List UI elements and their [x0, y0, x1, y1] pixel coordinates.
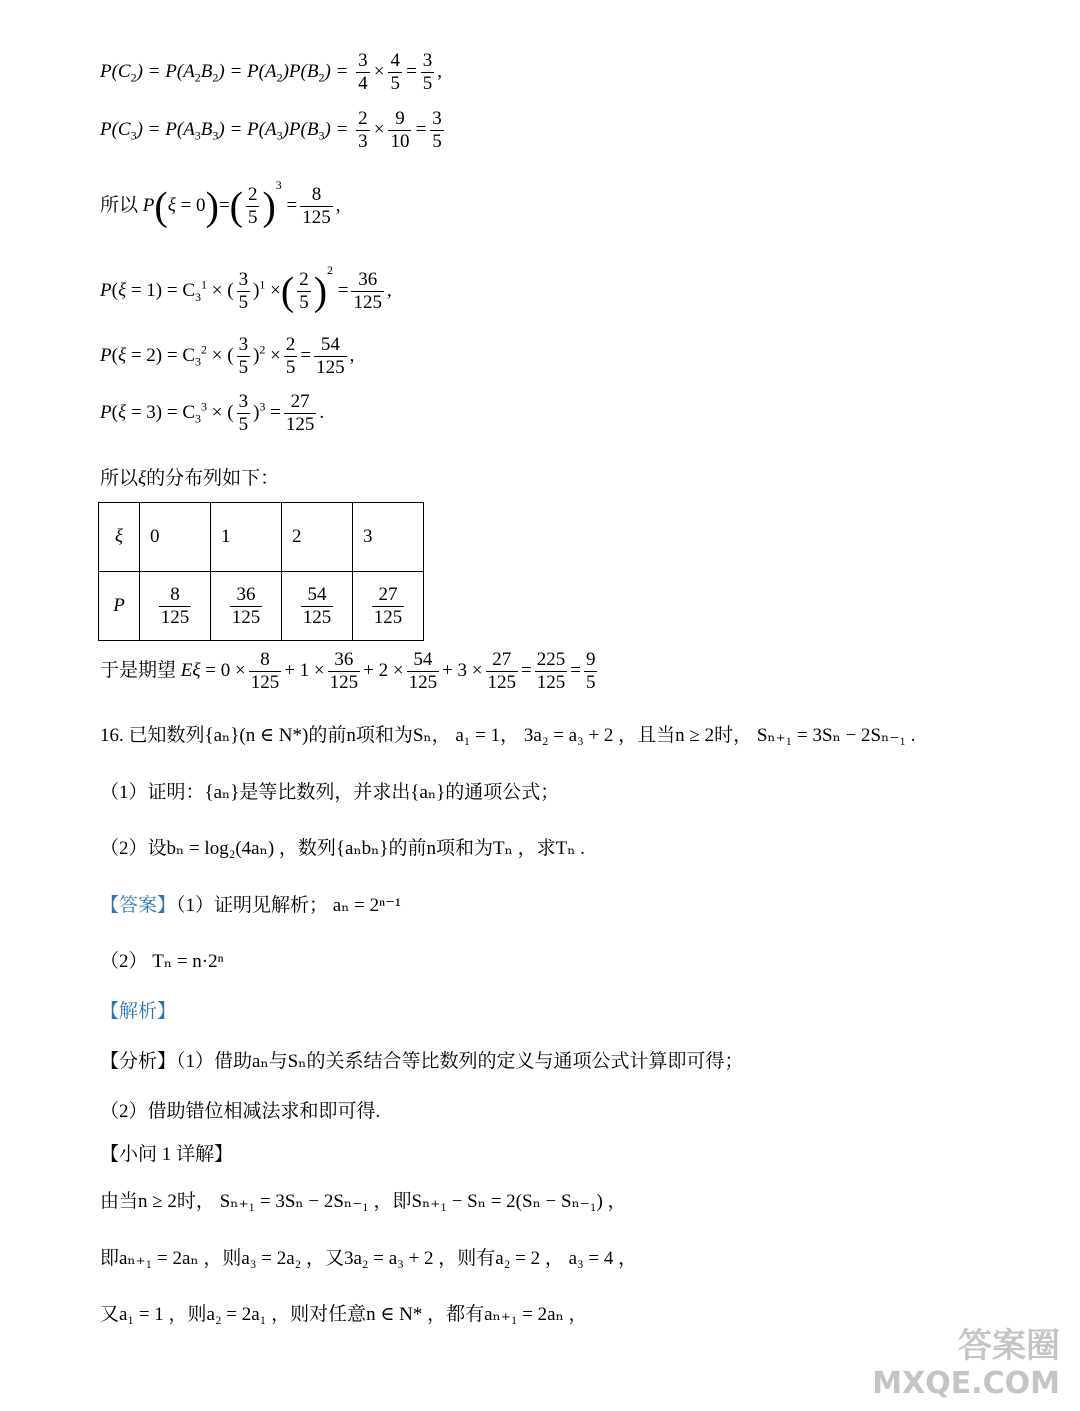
distribution-table: [98, 502, 424, 641]
expectation-formula: 于是期望 Eξ = 0 × $\frac{8}{125}$ + 1 × $\frac{36}{125}$ + 2 × $\frac{54}{125}$ + 3 × $\frac{27}{125}$ = $\frac{225}{125}$ = $\frac{9}{5}$: [100, 649, 596, 693]
table-value: 3: [353, 503, 424, 572]
table-header-xi: ξ: [99, 503, 140, 572]
distribution-intro: 所以ξ的分布列如下：: [100, 468, 280, 489]
table-prob: $\frac{36}{125}$: [211, 572, 282, 641]
table-header-p: P: [99, 572, 140, 641]
fenxi-line-2: （2）借助错位相减法求和即可得.: [100, 1101, 381, 1122]
formula-p-xi-3: $P(\xi = 3) = C_3^3$ × ( $\frac{3}{5}$ )$^3$ = $\frac{27}{125}$ .: [100, 391, 325, 435]
watermark-logo: 答案圈: [958, 1326, 1060, 1366]
formula-p-c2: $P(C_2) = P(A_2B_2) = P(A_2)P(B_2)$ = $\frac{3}{4}$ × $\frac{4}{5}$ = $\frac{3}{5}$ ,: [100, 50, 443, 94]
table-prob: $\frac{8}{125}$: [140, 572, 211, 641]
table-prob: $\frac{27}{125}$: [353, 572, 424, 641]
answer-line-1: 【答案】（1）证明见解析； aₙ = 2ⁿ⁻¹: [100, 895, 401, 916]
formula-p-xi-0: 所以 P(ξ = 0)=( $\frac{2}{5}$ )$^3$ = $\frac{8}{125}$ ,: [100, 178, 341, 229]
answer-tag: 【答案】: [100, 895, 177, 916]
answer-line-2: （2） Tₙ = n·2ⁿ: [100, 951, 224, 972]
detail-line-2: 即aₙ₊₁ = 2aₙ ，则a₃ = 2a₂ ，又3a₂ = a₃ + 2 ，则有a₂ = 2 ， a₃ = 4 ，: [100, 1248, 638, 1269]
table-value: 1: [211, 503, 282, 572]
table-row: [99, 503, 424, 572]
detail-line-1: 由当n ≥ 2时， Sₙ₊₁ = 3Sₙ − 2Sₙ₋₁ ，即Sₙ₊₁ − Sₙ = 2(Sₙ − Sₙ₋₁) ，: [100, 1191, 627, 1212]
table-value: 2: [282, 503, 353, 572]
formula-p-xi-1: $P(\xi = 1) = C_3^1$ × ( $\frac{3}{5}$ )$^1$ ×( $\frac{2}{5}$ )$^2$ = $\frac{36}{125}$ ,: [100, 263, 392, 314]
problem-16-q2: （2）设bₙ = log₂(4aₙ) ，数列{aₙbₙ}的前n项和为Tₙ ，求Tₙ .: [100, 838, 585, 859]
fenxi-line-1: 【分析】（1）借助aₙ与Sₙ的关系结合等比数列的定义与通项公式计算即可得；: [100, 1051, 744, 1072]
formula-p-xi-2: $P(\xi = 2) = C_3^2$ × ( $\frac{3}{5}$ )$^2$ × $\frac{2}{5}$ = $\frac{54}{125}$ ,: [100, 334, 355, 378]
formula-p-c3: $P(C_3) = P(A_3B_3) = P(A_3)P(B_3)$ = $\frac{2}{3}$ × $\frac{9}{10}$ = $\frac{3}{5}$: [100, 108, 442, 152]
problem-16-q1: （1）证明：{aₙ}是等比数列，并求出{aₙ}的通项公式；: [100, 782, 560, 803]
table-value: 0: [140, 503, 211, 572]
detail-line-3: 又a₁ = 1 ，则a₂ = 2a₁ ，则对任意n ∈ N* ，都有aₙ₊₁ = 2aₙ ，: [100, 1304, 588, 1325]
table-row: [99, 572, 424, 641]
detail-tag: 【小问 1 详解】: [100, 1144, 234, 1165]
watermark-site: MXQE.COM: [872, 1366, 1060, 1401]
problem-16-stem: 16. 已知数列{aₙ}(n ∈ N*)的前n项和为Sₙ， a₁ = 1， 3a₂ = a₃ + 2 ，且当n ≥ 2时， Sₙ₊₁ = 3Sₙ − 2Sₙ₋₁ .: [100, 725, 916, 746]
table-prob: $\frac{54}{125}$: [282, 572, 353, 641]
analysis-tag: 【解析】: [100, 1001, 177, 1022]
fenxi-tag: 【分析】: [100, 1051, 177, 1072]
